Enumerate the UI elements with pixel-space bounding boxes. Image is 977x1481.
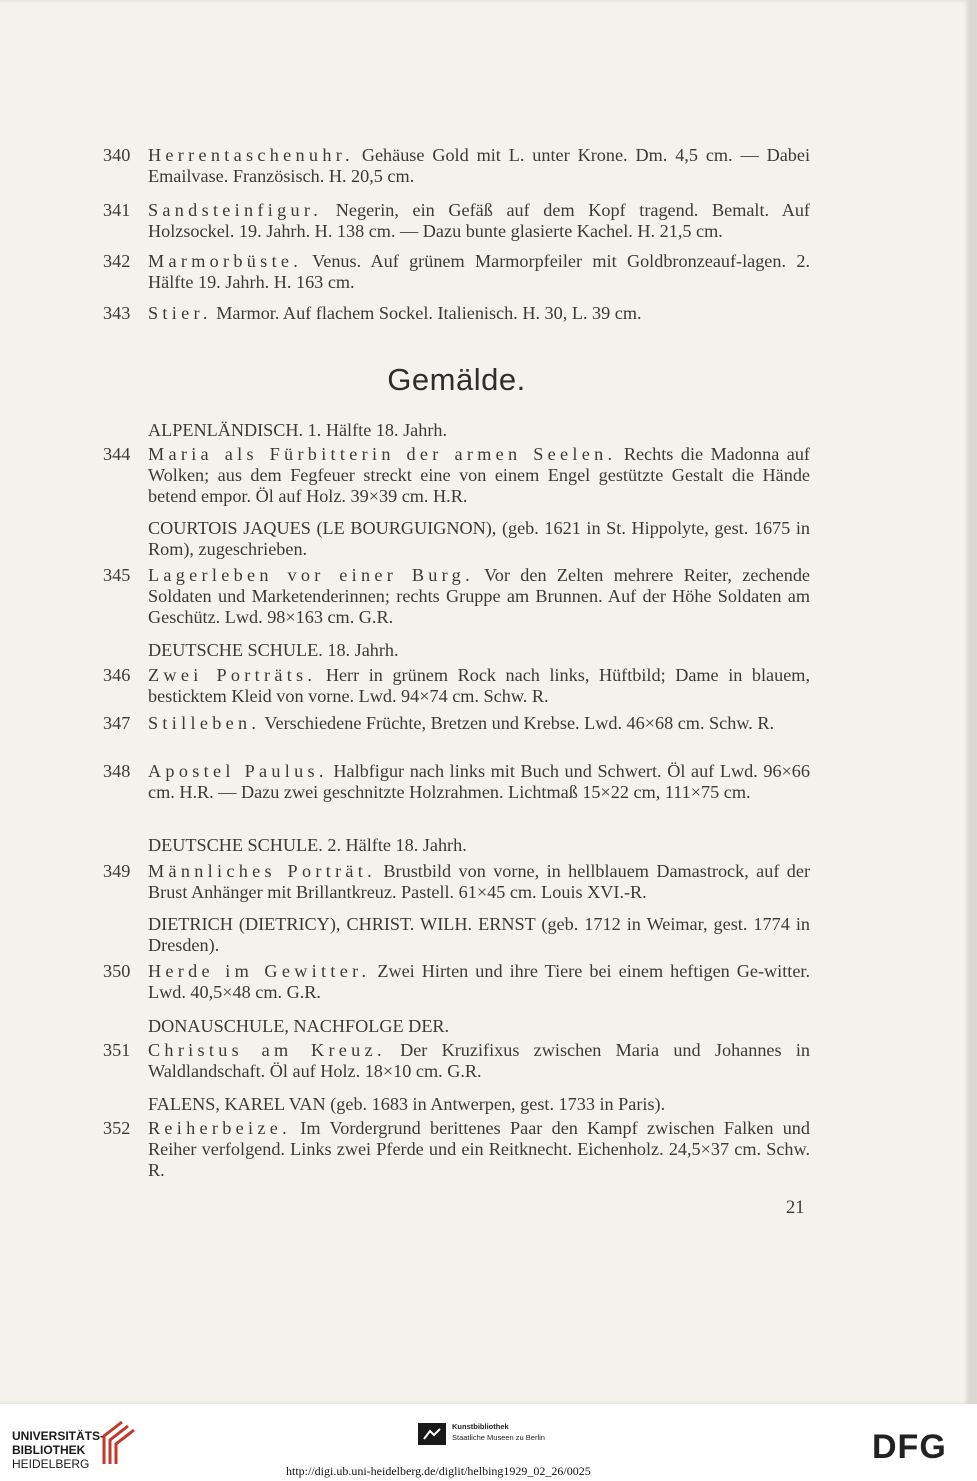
lot-number: 343 <box>103 303 131 323</box>
catalog-entry <box>103 761 810 803</box>
catalog-entry <box>103 303 810 324</box>
library-name-line: HEIDELBERG <box>12 1457 90 1471</box>
lot-number: 349 <box>103 861 131 881</box>
lot-title: Lagerleben vor einer Burg. <box>148 565 474 585</box>
library-name-line: BIBLIOTHEK <box>12 1443 86 1457</box>
catalog-entry <box>103 961 810 1003</box>
catalog-entry <box>103 665 810 707</box>
lot-title: Stier. <box>148 303 212 323</box>
artist-heading: DEUTSCHE SCHULE. 2. Hälfte 18. Jahrh. <box>148 835 467 855</box>
artist-heading: DONAUSCHULE, NACHFOLGE DER. <box>148 1016 450 1036</box>
kunstbibliothek-subtitle: Staatliche Museen zu Berlin <box>452 1433 545 1442</box>
catalog-entry <box>103 145 810 187</box>
lot-description: Halbfigur nach links mit Buch und Schwert. Öl auf Lwd. 96×66 cm. H.R. — Dazu zwei geschnitzte Holzrahmen. Lichtmaß 15×22 cm, 111×75 cm. <box>148 761 810 802</box>
lot-title: Marmorbüste. <box>148 251 303 271</box>
lot-title: Christus am Kreuz. <box>148 1040 386 1060</box>
lot-number: 344 <box>103 444 131 464</box>
lot-title: Reiherbeize. <box>148 1118 291 1138</box>
ub-heidelberg-logo-text <box>12 1429 104 1471</box>
artist-heading: FALENS, KAREL VAN (geb. 1683 in Antwerpen, gest. 1733 in Paris). <box>148 1094 666 1114</box>
lot-number: 341 <box>103 200 131 220</box>
lot-number: 352 <box>103 1118 131 1138</box>
lot-title: Apostel Paulus. <box>148 761 328 781</box>
lot-number: 345 <box>103 565 131 585</box>
lot-description: Herr in grünem Rock nach links, Hüftbild; Dame in blauem, besticktem Kleid von vorne. Lwd. 94×74 cm. Schw. R. <box>148 665 810 706</box>
lot-number: 340 <box>103 145 131 165</box>
lot-title: Herde im Gewitter. <box>148 961 371 981</box>
lot-description: Verschiedene Früchte, Bretzen und Krebse. Lwd. 46×68 cm. Schw. R. <box>260 713 775 733</box>
lot-description: Marmor. Auf flachem Sockel. Italienisch. H. 30, L. 39 cm. <box>211 303 642 323</box>
kunstbibliothek-name: Kunstbibliothek <box>452 1422 509 1431</box>
ub-heidelberg-logo-icon <box>100 1420 136 1466</box>
catalog-entry <box>103 1118 810 1181</box>
lot-description: Im Vordergrund berittenes Paar den Kampf zwischen Falken und Reiher verfolgend. Links zwei Pferde und ein Reitknecht. Eichenholz. 24,5×37 cm. Schw. R. <box>148 1118 810 1180</box>
lot-description: Vor den Zelten mehrere Reiter, zechende Soldaten und Marketenderinnen; rechts Gruppe am Brunnen. Auf der Höhe Soldaten am Geschütz. Lwd. 98×163 cm. G.R. <box>148 565 810 627</box>
lot-title: Maria als Fürbitterin der armen Seelen. <box>148 444 617 464</box>
lot-description: Brustbild von vorne, in hellblauem Damastrock, auf der Brust Anhänger mit Brillantkreuz. Pastell. 61×45 cm. Louis XVI.-R. <box>148 861 810 902</box>
lot-number: 351 <box>103 1040 131 1060</box>
library-name-line: UNIVERSITÄTS- <box>12 1429 105 1443</box>
catalog-entry <box>103 1040 810 1082</box>
lot-description: Rechts die Madonna auf Wolken; aus dem Fegfeuer streckt eine von einem Engel gestützte Gestalt die Hände betend empor. Öl auf Holz. 39×39 cm. H.R. <box>148 444 810 506</box>
lot-title: Zwei Porträts. <box>148 665 317 685</box>
lot-number: 350 <box>103 961 131 981</box>
lot-number: 342 <box>103 251 131 271</box>
lot-description: Zwei Hirten und ihre Tiere bei einem heftigen Ge-witter. Lwd. 40,5×48 cm. G.R. <box>148 961 811 1002</box>
kunstbibliothek-logo-icon <box>418 1423 446 1445</box>
lot-title: Sandsteinfigur. <box>148 200 323 220</box>
lot-title: Männliches Porträt. <box>148 861 377 881</box>
lot-description: Negerin, ein Gefäß auf dem Kopf tragend. Bemalt. Auf Holzsockel. 19. Jahrh. H. 138 cm. — Dazu bunte glasierte Kachel. H. 21,5 cm. <box>148 200 810 241</box>
section-heading: Gemälde. <box>387 362 526 397</box>
catalog-entry <box>103 565 810 628</box>
artist-heading: ALPENLÄNDISCH. 1. Hälfte 18. Jahrh. <box>148 420 448 440</box>
lot-number: 348 <box>103 761 131 781</box>
catalog-entry <box>103 861 810 903</box>
lot-description: Gehäuse Gold mit L. unter Krone. Dm. 4,5 cm. — Dabei Emailvase. Französisch. H. 20,5 cm. <box>148 145 810 186</box>
catalog-entry <box>103 251 810 293</box>
page-edge <box>970 0 977 1404</box>
lot-number: 346 <box>103 665 131 685</box>
artist-heading: DEUTSCHE SCHULE. 18. Jahrh. <box>148 640 399 660</box>
lot-description: Der Kruzifixus zwischen Maria und Johannes in Waldlandschaft. Öl auf Holz. 18×10 cm. G.R. <box>148 1040 811 1081</box>
kunstbibliothek-text <box>452 1421 545 1443</box>
artist-heading: DIETRICH (DIETRICY), CHRIST. WILH. ERNST (geb. 1712 in Weimar, gest. 1774 in Dresden). <box>148 914 810 955</box>
lot-title: Stilleben. <box>148 713 261 733</box>
catalog-entry <box>103 200 810 242</box>
lot-title: Herrentaschenuhr. <box>148 145 354 165</box>
artist-heading: COURTOIS JAQUES (LE BOURGUIGNON), (geb. 1621 in St. Hippolyte, gest. 1675 in Rom), zugeschrieben. <box>148 518 810 559</box>
lot-number: 347 <box>103 713 131 733</box>
source-url-link[interactable]: http://digi.ub.uni-heidelberg.de/diglit/helbing1929_02_26/0025 <box>286 1464 591 1478</box>
catalog-entry <box>103 713 810 734</box>
lot-description: Venus. Auf grünem Marmorpfeiler mit Goldbronzeauf-lagen. 2. Hälfte 19. Jahrh. H. 163 cm. <box>148 251 810 292</box>
dfg-logo: DFG <box>872 1428 947 1466</box>
catalog-entry <box>103 444 810 507</box>
page-number: 21 <box>786 1198 805 1218</box>
